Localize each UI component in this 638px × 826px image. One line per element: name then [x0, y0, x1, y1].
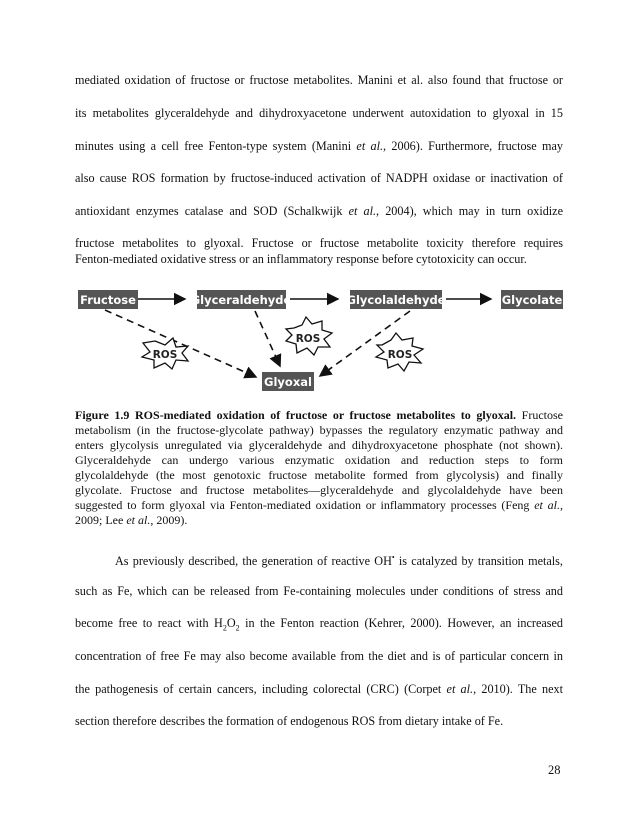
- para2-line-1: As previously described, the generation of reactive OH• is catalyzed by transition metals,: [115, 553, 563, 569]
- para2-line-6: section therefore describes the formation of endogenous ROS from dietary intake of Fe.: [75, 714, 504, 728]
- node-fructose: [78, 290, 138, 309]
- figure-caption-line-7: suggested to form glyoxal via Fenton-mediated oxidation or inflammatory processes (Feng et al.,: [75, 498, 563, 512]
- node-glycolaldehyde: [347, 290, 446, 309]
- fructose-pathway-diagram: [70, 283, 570, 398]
- ros-burst-left: [142, 338, 188, 369]
- para1-line-2: its metabolites glyceraldehyde and dihydroxyacetone underwent autoxidation to glyoxal in 15: [75, 106, 563, 120]
- para1-line-5: antioxidant enzymes catalase and SOD (Schalkwijk et al., 2004), which may in turn oxidize: [75, 204, 564, 218]
- figure-caption-line-4: Glyceraldehyde can undergo various enzymatic oxidation and reduction steps to form: [75, 453, 563, 467]
- para1-line-6: fructose metabolites to glyoxal. Fructose or fructose metabolite toxicity therefore requires: [75, 236, 563, 250]
- para2-line-2: such as Fe, which can be released from Fe-containing molecules under conditions of stress and: [75, 584, 563, 598]
- figure-caption-line-2: metabolism (in the fructose-glycolate pathway) bypasses the regulatory enzymatic pathway and: [75, 423, 563, 437]
- node-glyceraldehyde: [191, 290, 292, 309]
- page-number: 28: [548, 763, 561, 777]
- figure-caption-line-1: Figure 1.9 ROS-mediated oxidation of fructose or fructose metabolites to glyoxal. Fructose: [75, 408, 563, 422]
- dashed-arrow-fructose-glyoxal: [105, 310, 256, 377]
- para2-line-5: the pathogenesis of certain cancers, including colorectal (CRC) (Corpet et al., 2010). The next: [75, 682, 563, 696]
- node-fructose-label: Fructose: [80, 293, 136, 307]
- figure-caption-line-5: glycolaldehyde (the most genotoxic fructose metabolite formed from glycolysis) and finally: [75, 468, 563, 482]
- dashed-arrow-glyceraldehyde-glyoxal: [255, 311, 280, 366]
- para1-line-4: also cause ROS formation by fructose-induced activation of NADPH oxidase or inactivation of: [75, 171, 563, 185]
- para1-line-3: minutes using a cell free Fenton-type system (Manini et al., 2006). Furthermore, fructose may: [75, 139, 563, 153]
- node-glyoxal-label: Glyoxal: [264, 375, 312, 389]
- figure-caption-line-6: glycolate. Fructose and fructose metabolites—glyceraldehyde and glycolaldehyde have been: [75, 483, 563, 497]
- figure-caption-line-3: enters glycolysis unregulated via glyceraldehyde and dihydroxyacetone phosphate (not shown).: [75, 438, 563, 452]
- ros-label-center: ROS: [295, 333, 321, 345]
- para1-line-7: Fenton-mediated oxidative stress or an inflammatory response before cytotoxicity can occur.: [75, 252, 527, 266]
- ros-burst-right: [376, 333, 423, 371]
- ros-burst-center: [286, 317, 332, 355]
- para2-line-4: concentration of free Fe may also become available from the diet and is of particular concern in: [75, 649, 563, 663]
- para2-line-3: become free to react with $H_2O_2$ in the Fenton reaction (Kehrer, 2000). However, an increased: [75, 616, 564, 633]
- para1-line-1: mediated oxidation of fructose or fructose metabolites. Manini et al. also found that fructose or: [75, 73, 563, 87]
- ros-label-right: ROS: [387, 349, 413, 361]
- node-glyoxal: [262, 372, 314, 391]
- figure-caption-line-8: 2009; Lee et al., 2009).: [75, 513, 188, 527]
- node-glycolate-label: Glycolate: [501, 293, 563, 307]
- node-glyceraldehyde-label: Glyceraldehyde: [190, 293, 292, 307]
- ros-label-left: ROS: [152, 349, 178, 361]
- node-glycolaldehyde-label: Glycolaldehyde: [346, 293, 446, 307]
- node-glycolate: [501, 290, 563, 309]
